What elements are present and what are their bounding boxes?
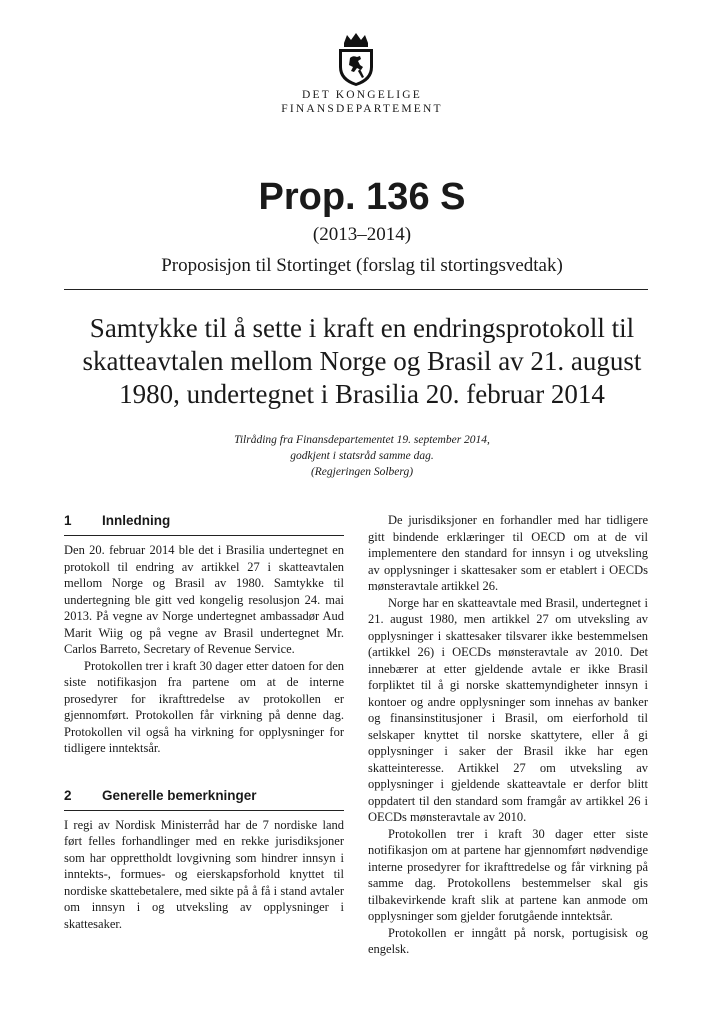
- approval-line-3: (Regjeringen Solberg): [310, 466, 414, 478]
- approval-line-2: godkjent i statsråd samme dag.: [290, 450, 434, 462]
- section-heading-1: [64, 512, 344, 536]
- right-column: [368, 512, 648, 958]
- approval-note: [0, 432, 724, 480]
- document-title-line-1: Samtykke til å sette i kraft en endringsprotokoll til: [89, 313, 635, 343]
- document-title-line-2: skatteavtalen mellom Norge og Brasil av 21. august: [82, 346, 642, 376]
- document-title: [56, 312, 668, 411]
- paragraph: De jurisdiksjoner en forhandler med har tidligere gitt bindende erklæringer til OECD om at de vil implementere den standard for innsyn i og utveksling av opplysninger i skattesaker som er etablert i OECDs mønsteravtale artikkel 26.: [368, 513, 648, 593]
- section-number: 2: [64, 787, 72, 803]
- paragraph: Protokollen trer i kraft 30 dager etter siste notifikasjon om at partene har gjennomført nødvendige interne prosedyrer for ikrafttredelse og får virkning på samme dag. Protokollens bestemmelser skal gis tilbakevirkende kraft slik at partene kan anmode om opplysninger som gjelder forutgående inntektsår.: [368, 826, 648, 923]
- coat-of-arms-icon: [333, 31, 379, 87]
- paragraph: Den 20. februar 2014 ble det i Brasilia undertegnet en protokoll til endring av artikkel 27 i skatteavtalen mellom Norge og Brasil av 1980. Samtykke til undertegning ble gitt ved kongelig resolusjon 24. mai 2013. På vegne av Norge undertegnet ambassadør Aud Marit Wiig og på vegne av Brasil undertegnet Mr. Carlos Barreto, Secretary of Revenue Service.: [64, 543, 344, 656]
- proposition-kind: Proposisjon til Stortinget (forslag til stortingsvedtak): [161, 255, 563, 276]
- approval-line-1: Tilråding fra Finansdepartementet 19. september 2014,: [234, 434, 490, 446]
- document-title-line-3: 1980, undertegnet i Brasilia 20. februar 2014: [119, 379, 605, 409]
- ministry-name: [0, 88, 724, 116]
- ministry-line-1: DET KONGELIGE: [301, 89, 423, 101]
- paragraph: Protokollen trer i kraft 30 dager etter datoen for den siste notifikasjon fra partene om at de interne prosedyrer for ikrafttredelse av protokollen er gjennomført. Protokollen får virkning på denne dag. Protokollen vil også ha virkning for opplysninger for tidligere inntektsår.: [64, 658, 344, 755]
- left-column: [64, 512, 344, 932]
- paragraph: I regi av Nordisk Ministerråd har de 7 nordiske land ført felles forhandlinger med en rekke jurisdiksjoner som har opprettholdt lovgivning som hindrer innsyn i inntekts-, formues- og eierskapsforhold knyttet til nordiske skattebetalere, med sikte på å få i stand avtaler om innsyn i og utveksling av opplysninger i skattesaker.: [64, 817, 344, 931]
- section-title: Generelle bemerkninger: [102, 787, 257, 803]
- section-title: Innledning: [102, 513, 171, 528]
- divider: [64, 289, 648, 290]
- section-heading-2: [64, 787, 344, 811]
- proposition-title: Prop. 136 S: [258, 176, 466, 218]
- paragraph: Norge har en skatteavtale med Brasil, undertegnet i 21. august 1980, men artikkel 27 om utveksling av opplysninger i skattesaker tilsvarer ikke bestemmelsen (artikkel 26) i OECDs mønsteravtale av 2010. Det innebærer at etter gjeldende avtale er ikke Brasil forpliktet til å gi norske skattemyndigheter innsyn i kontoer og andre opplysninger som innehas av banker og finansinstitusjoner i Brasil, om eierforhold til selskaper knyttet til norske skattytere, eller å gi opplysninger i saker der Brasil ikke har egen skatteinteresse. Artikkel 27 om utveksling av opplysninger i gjeldende skatteavtale er derfor blitt oppdatert til den standard som framgår av artikkel 26 i OECDs mønsteravtale av 2010.: [368, 595, 648, 824]
- session-years: (2013–2014): [312, 224, 412, 245]
- ministry-line-2: FINANSDEPARTEMENT: [281, 103, 443, 115]
- section-number: 1: [64, 513, 72, 528]
- paragraph: Protokollen er inngått på norsk, portugisisk og engelsk.: [368, 925, 648, 956]
